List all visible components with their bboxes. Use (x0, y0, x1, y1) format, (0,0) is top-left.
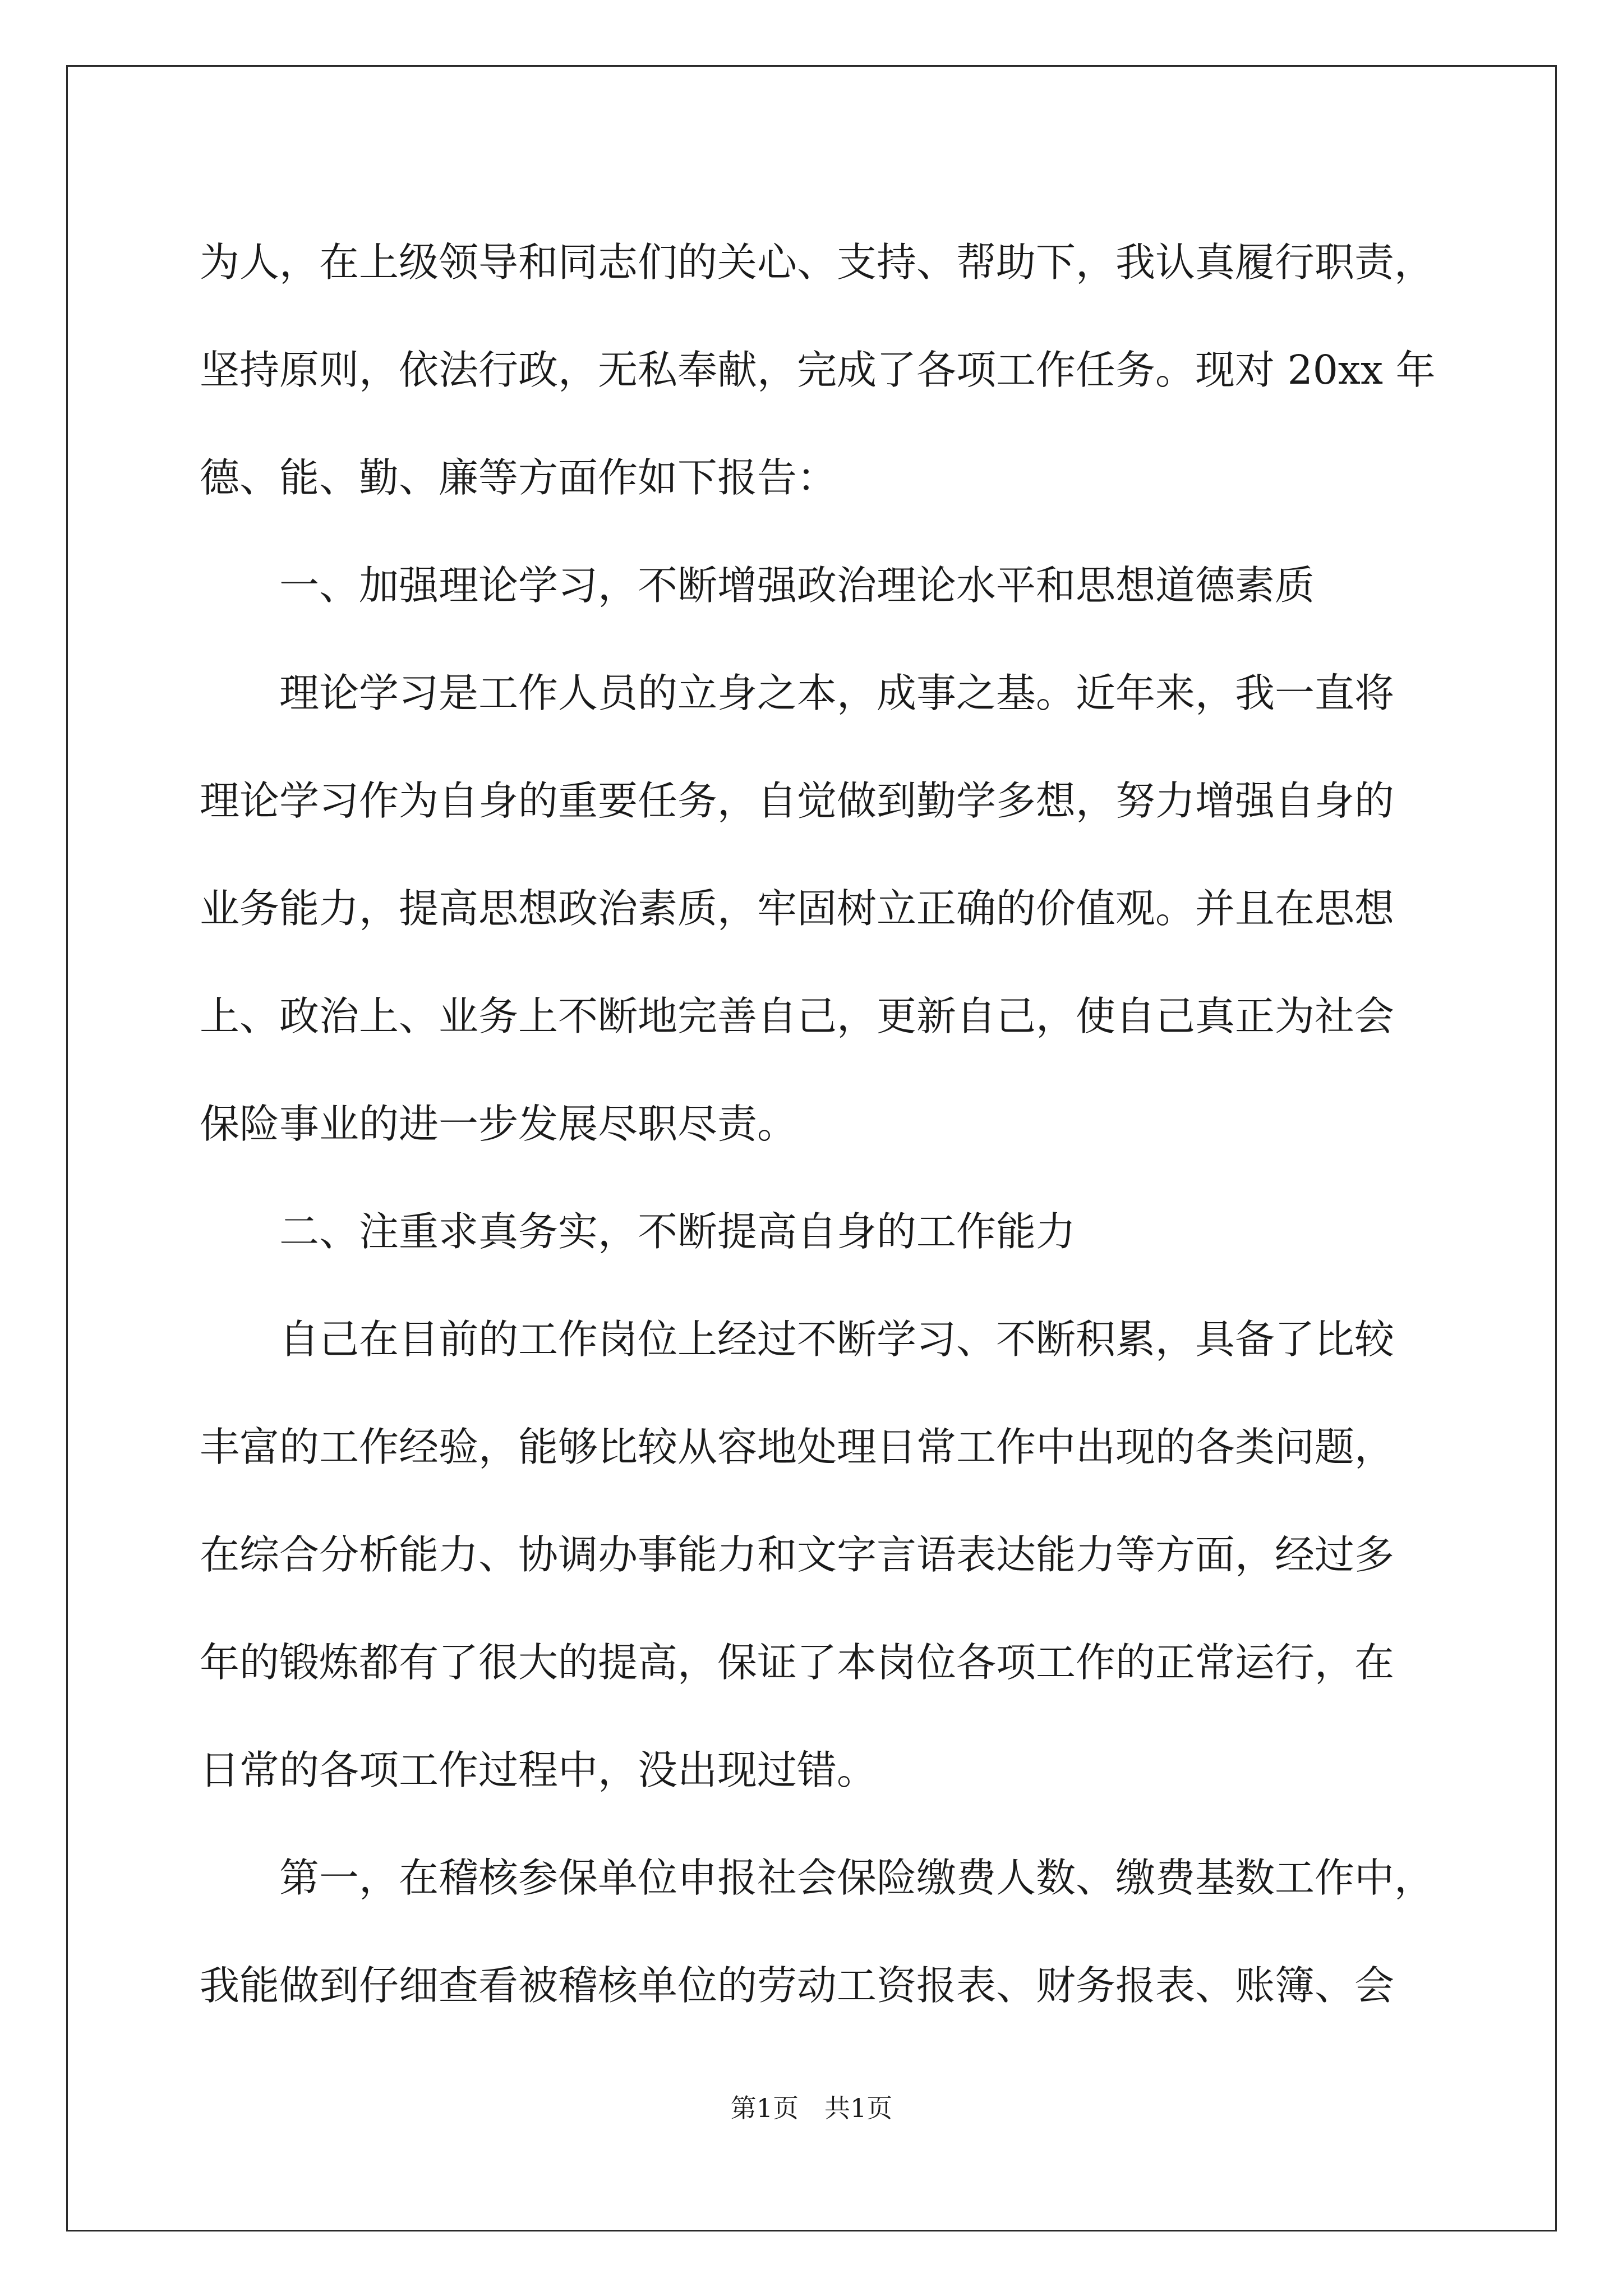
text-line: 保险事业的进一步发展尽职尽责。 (200, 1101, 797, 1147)
text-line: 理论学习作为自身的重要任务，自觉做到勤学多想，努力增强自身的 (200, 777, 1395, 824)
text-line: 业务能力，提高思想政治素质，牢固树立正确的价值观。并且在思想 (200, 885, 1395, 932)
text-line: 为人，在上级领导和同志们的关心、支持、帮助下，我认真履行职责， (200, 239, 1435, 286)
section-heading-1: 一、加强理论学习，不断增强政治理论水平和思想道德素质 (200, 562, 1315, 609)
text-line: 年的锻炼都有了很大的提高，保证了本岗位各项工作的正常运行，在 (200, 1639, 1395, 1686)
text-line: 第一，在稽核参保单位申报社会保险缴费人数、缴费基数工作中， (200, 1855, 1435, 1901)
text-line: 我能做到仔细查看被稽核单位的劳动工资报表、财务报表、账簿、会 (200, 1962, 1395, 2009)
text-line: 在综合分析能力、协调办事能力和文字言语表达能力等方面，经过多 (200, 1531, 1395, 1578)
text-line: 理论学习是工作人员的立身之本，成事之基。近年来，我一直将 (200, 670, 1395, 716)
text-line: 日常的各项工作过程中，没出现过错。 (200, 1747, 877, 1793)
section-heading-2: 二、注重求真务实，不断提高自身的工作能力 (200, 1208, 1076, 1255)
text-line: 德、能、勤、廉等方面作如下报告： (200, 454, 837, 501)
text-line: 自己在目前的工作岗位上经过不断学习、不断积累，具备了比较 (200, 1316, 1395, 1363)
document-body (200, 209, 1437, 2040)
text-line: 上、政治上、业务上不断地完善自己，更新自己，使自己真正为社会 (200, 993, 1395, 1039)
text-line: 丰富的工作经验，能够比较从容地处理日常工作中出现的各类问题， (200, 1424, 1395, 1470)
page-footer: 第1页 共1页 (730, 2093, 893, 2123)
text-line: 坚持原则，依法行政，无私奉献，完成了各项工作任务。现对 20xx 年 (200, 347, 1436, 393)
